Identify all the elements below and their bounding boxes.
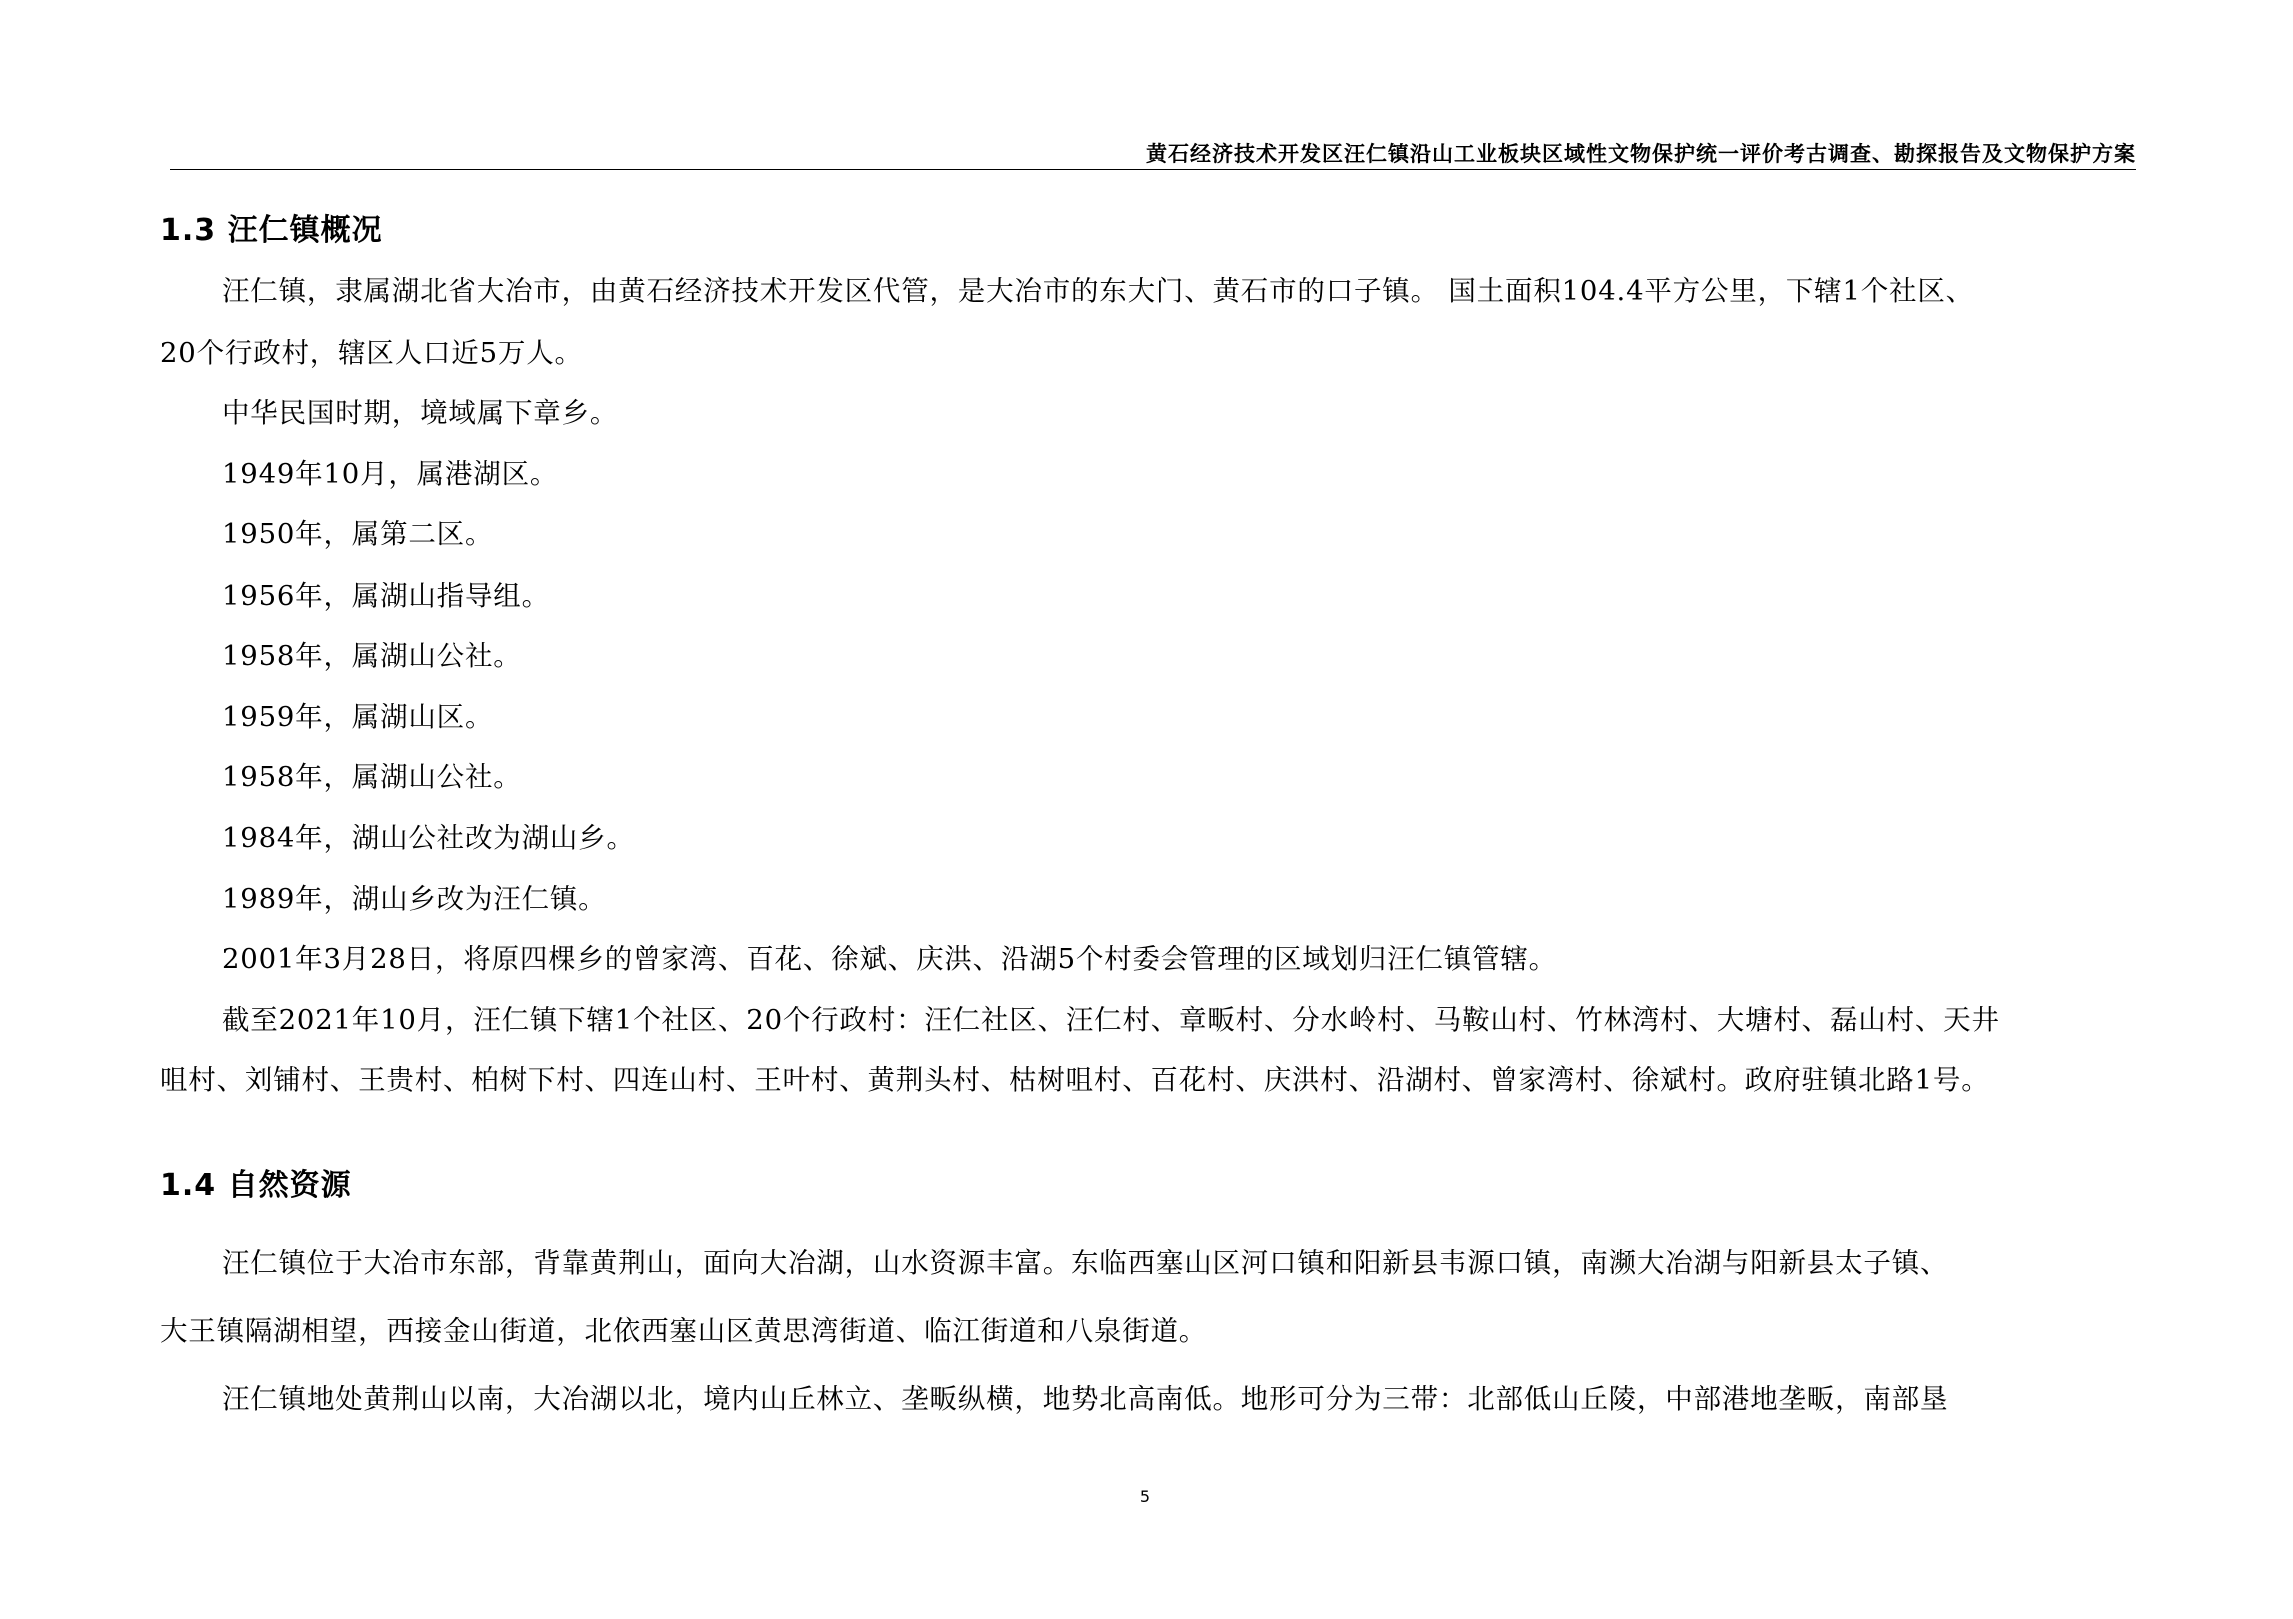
history-item: 1958年，属湖山公社。 <box>222 640 522 672</box>
history-item: 2001年3月28日，将原四棵乡的曾家湾、百花、徐斌、庆洪、沿湖5个村委会管理的区域划归汪仁镇管辖。 <box>222 943 1557 975</box>
history-item: 1949年10月，属港湖区。 <box>222 458 559 490</box>
history-item: 1958年，属湖山公社。 <box>222 761 522 793</box>
paragraph-line: 咀村、刘铺村、王贵村、柏树下村、四连山村、王叶村、黄荆头村、枯树咀村、百花村、庆洪村、沿湖村、曾家湾村、徐斌村。政府驻镇北路1号。 <box>160 1064 1990 1096</box>
header-rule <box>170 169 2136 170</box>
paragraph-line: 20个行政村，辖区人口近5万人。 <box>160 337 583 369</box>
history-item: 1950年，属第二区。 <box>222 518 494 550</box>
paragraph-line: 截至2021年10月，汪仁镇下辖1个社区、20个行政村：汪仁社区、汪仁村、章畈村、分水岭村、马鞍山村、竹林湾村、大塘村、磊山村、天井 <box>222 1004 2000 1036</box>
history-item: 1989年，湖山乡改为汪仁镇。 <box>222 883 607 915</box>
history-item: 1956年，属湖山指导组。 <box>222 580 550 612</box>
section-heading-1-4: 1.4 自然资源 <box>160 1168 352 1203</box>
document-header: 黄石经济技术开发区汪仁镇沿山工业板块区域性文物保护统一评价考古调查、勘探报告及文物保护方案 <box>1146 141 2136 166</box>
history-item: 1959年，属湖山区。 <box>222 701 494 733</box>
paragraph-line: 汪仁镇，隶属湖北省大冶市，由黄石经济技术开发区代管，是大冶市的东大门、黄石市的口子镇。 国土面积104.4平方公里，下辖1个社区、 <box>222 275 1974 307</box>
paragraph-line: 汪仁镇位于大冶市东部，背靠黄荆山，面向大冶湖，山水资源丰富。东临西塞山区河口镇和阳新县韦源口镇，南濒大冶湖与阳新县太子镇、 <box>222 1247 1949 1279</box>
history-item: 中华民国时期，境域属下章乡。 <box>222 397 619 429</box>
history-item: 1984年，湖山公社改为湖山乡。 <box>222 822 635 854</box>
page-number: 5 <box>1139 1487 1151 1506</box>
paragraph-line: 汪仁镇地处黄荆山以南，大冶湖以北，境内山丘林立、垄畈纵横，地势北高南低。地形可分为三带：北部低山丘陵，中部港地垄畈，南部垦 <box>222 1383 1949 1415</box>
paragraph-line: 大王镇隔湖相望，西接金山街道，北依西塞山区黄思湾街道、临江街道和八泉街道。 <box>160 1315 1208 1347</box>
section-heading-1-3: 1.3 汪仁镇概况 <box>160 213 383 248</box>
